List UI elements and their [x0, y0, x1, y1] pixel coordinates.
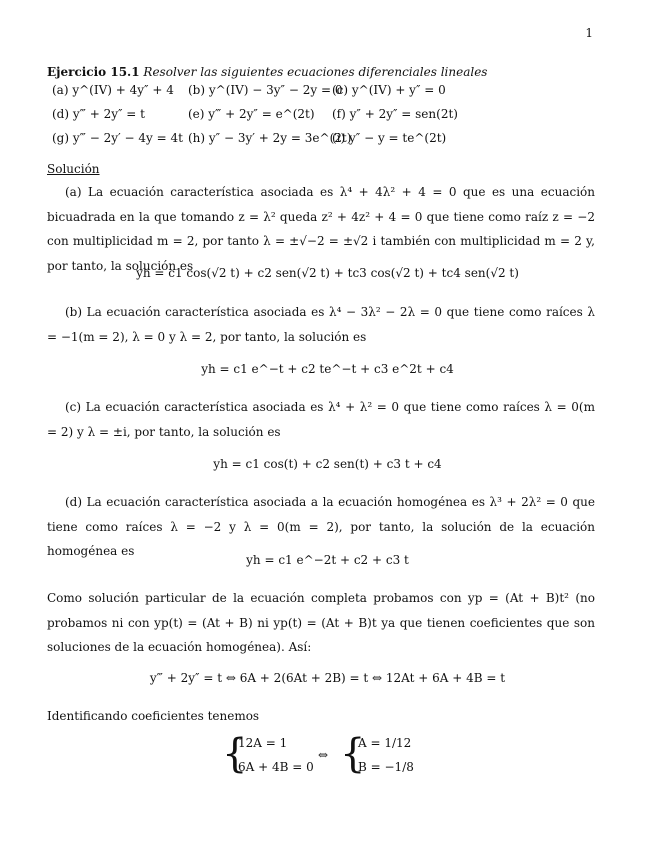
part-c-text: (c) La ecuación característica asociada es λ⁴ + λ² = 0 que tiene como raíces λ = 0(m = 2) y λ = ±i, por tanto, la solución es [47, 400, 595, 439]
part-a-text: (a) La ecuación característica asociada es λ⁴ + 4λ² + 4 = 0 que es una ecuación bicuadrada en la que tomando z = λ² queda z² + 4z² + 4 = 0 que tiene como raíz z = −2 con multiplicidad m = 2, por tanto λ = ±√−2 = ±√2 i también con multiplicidad m = 2 y, por tanto, la solución es [47, 185, 595, 273]
equivalence-arrow: ⇔ [318, 748, 329, 762]
part-c-equation: yh = c1 cos(t) + c2 sen(t) + c3 t + c4 [213, 457, 442, 471]
exercise-title: Resolver las siguientes ecuaciones diferenciales lineales [143, 65, 488, 79]
exercise-item: (d) y‴ + 2y″ = t [52, 107, 145, 121]
part-b-text: (b) La ecuación característica asociada es λ⁴ − 3λ² − 2λ = 0 que tiene como raíces λ = −1(m = 2), λ = 0 y λ = 2, por tanto, la solución es [47, 305, 595, 344]
part-b-equation: yh = c1 e^−t + c2 te^−t + c3 e^2t + c4 [201, 362, 454, 376]
coefficient-system [222, 732, 452, 780]
exercise-item: (e) y‴ + 2y″ = e^(2t) [188, 107, 315, 121]
part-d-equation: yh = c1 e^−2t + c2 + c3 t [246, 553, 409, 567]
exercise-item: (i) y″ − y = te^(2t) [332, 131, 447, 145]
solution-heading: Solución [47, 162, 100, 176]
exercise-item: (c) y^(IV) + y″ = 0 [332, 83, 446, 97]
left-brace: { [222, 731, 248, 777]
particular-solution-text: Como solución particular de la ecuación completa probamos con yp = (At + B)t² (no probamos ni con yp(t) = (At + B) ni yp(t) = (At + B)t ya que tienen coeficientes que son soluciones de la ecuación homogénea). Así: [47, 591, 595, 654]
exercise-header [47, 62, 595, 82]
system-left-eq2: 6A + 4B = 0 [238, 760, 314, 774]
page-number: 1 [585, 26, 593, 40]
exercise-item: (a) y^(IV) + 4y″ + 4 [52, 83, 174, 97]
system-right-eq2: B = −1/8 [358, 760, 414, 774]
system-right-eq1: A = 1/12 [358, 736, 412, 750]
system-left-eq1: 12A = 1 [238, 736, 288, 750]
right-brace: { [340, 731, 366, 777]
part-a-equation: yh = c1 cos(√2 t) + c2 sen(√2 t) + tc3 cos(√2 t) + tc4 sen(√2 t) [136, 266, 519, 280]
particular-equation: y‴ + 2y″ = t ⇔ 6A + 2(6At + 2B) = t ⇔ 12At + 6A + 4B = t [149, 671, 506, 685]
exercise-item: (g) y‴ − 2y′ − 4y = 4t [52, 131, 183, 145]
identify-coefficients-text: Identificando coeficientes tenemos [47, 709, 260, 723]
exercise-item: (h) y″ − 3y′ + 2y = 3e^(2t) [188, 131, 352, 145]
part-d-text: (d) La ecuación característica asociada a la ecuación homogénea es λ³ + 2λ² = 0 que tiene como raíces λ = −2 y λ = 0(m = 2), por tanto, la solución de la ecuación homogénea es [47, 495, 595, 558]
exercise-number: Ejercicio 15.1 [47, 65, 140, 79]
exercise-item: (b) y^(IV) − 3y″ − 2y = 0 [188, 83, 343, 97]
exercise-item: (f) y″ + 2y″ = sen(2t) [332, 107, 458, 121]
